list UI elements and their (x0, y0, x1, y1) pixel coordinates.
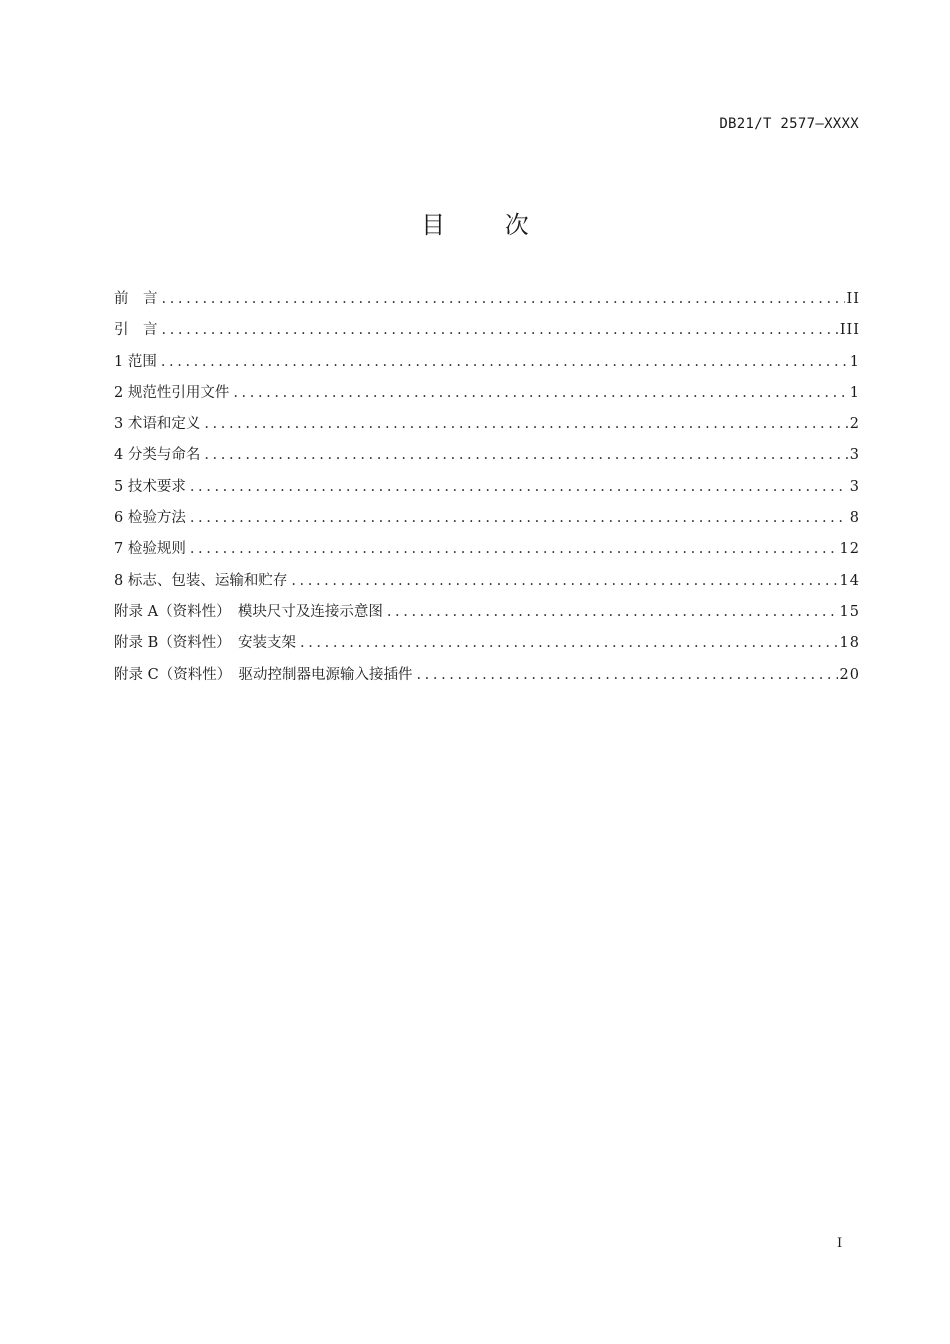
toc-entry-page: 3 (849, 478, 860, 495)
toc-entry-label: 附录 C（资料性） 驱动控制器电源输入接插件 (114, 666, 413, 683)
toc-entry-label: 引 言 (114, 322, 158, 339)
toc-entry-appendix-a[interactable] (114, 600, 860, 631)
toc-entry-page: 2 (849, 416, 860, 433)
toc-entry-page: 18 (839, 635, 860, 652)
toc-leader-dots (300, 635, 838, 651)
toc-entry-label: 8 标志、包装、运输和贮存 (114, 572, 288, 589)
page-number: I (837, 1236, 843, 1251)
toc-entry-technical-requirements[interactable] (114, 475, 860, 506)
toc-entry-page: 1 (849, 353, 860, 370)
toc-entry-label: 前 言 (114, 291, 158, 307)
toc-entry-page: III (839, 322, 860, 339)
toc-leader-dots (291, 573, 837, 589)
toc-entry-marking-packaging[interactable] (114, 569, 860, 600)
toc-entry-label: 附录 B（资料性） 安装支架 (114, 635, 297, 652)
toc-entry-page: 15 (839, 603, 860, 620)
toc-entry-page: II (846, 291, 860, 307)
toc-entry-label: 6 检验方法 (114, 510, 186, 527)
toc-entry-label: 7 检验规则 (114, 541, 186, 558)
toc-entry-appendix-c[interactable] (114, 663, 860, 694)
toc-entry-page: 3 (849, 447, 860, 464)
toc-leader-dots (162, 322, 838, 338)
toc-leader-dots (387, 604, 838, 620)
toc-leader-dots (190, 510, 848, 526)
document-code: DB21/T 2577—XXXX (719, 116, 859, 132)
toc-entry-introduction[interactable] (114, 318, 860, 349)
toc-entry-scope[interactable] (114, 350, 860, 381)
toc-title: 目 次 (421, 211, 555, 239)
toc-entry-page: 20 (839, 666, 860, 683)
toc-entry-foreword[interactable] (114, 287, 860, 318)
toc-leader-dots (161, 354, 848, 370)
toc-entry-page: 12 (839, 541, 860, 558)
toc-leader-dots (162, 291, 845, 307)
table-of-contents (114, 287, 860, 694)
toc-entry-test-methods[interactable] (114, 506, 860, 537)
toc-leader-dots (204, 416, 847, 432)
toc-leader-dots (204, 447, 847, 463)
toc-entry-page: 8 (849, 510, 860, 527)
toc-leader-dots (190, 541, 838, 557)
toc-entry-terms-definitions[interactable] (114, 412, 860, 443)
toc-entry-page: 14 (839, 572, 860, 589)
toc-entry-label: 1 范围 (114, 353, 157, 370)
toc-entry-normative-references[interactable] (114, 381, 860, 412)
toc-entry-label: 3 术语和定义 (114, 416, 201, 433)
toc-leader-dots (233, 385, 847, 401)
toc-entry-label: 附录 A（资料性） 模块尺寸及连接示意图 (114, 603, 383, 620)
toc-entry-classification[interactable] (114, 443, 860, 474)
toc-entry-inspection-rules[interactable] (114, 537, 860, 568)
toc-entry-label: 4 分类与命名 (114, 447, 201, 464)
toc-leader-dots (416, 667, 837, 683)
toc-entry-appendix-b[interactable] (114, 631, 860, 662)
toc-entry-label: 2 规范性引用文件 (114, 384, 230, 401)
toc-leader-dots (190, 479, 848, 495)
toc-entry-page: 1 (849, 384, 860, 401)
toc-entry-label: 5 技术要求 (114, 478, 186, 495)
